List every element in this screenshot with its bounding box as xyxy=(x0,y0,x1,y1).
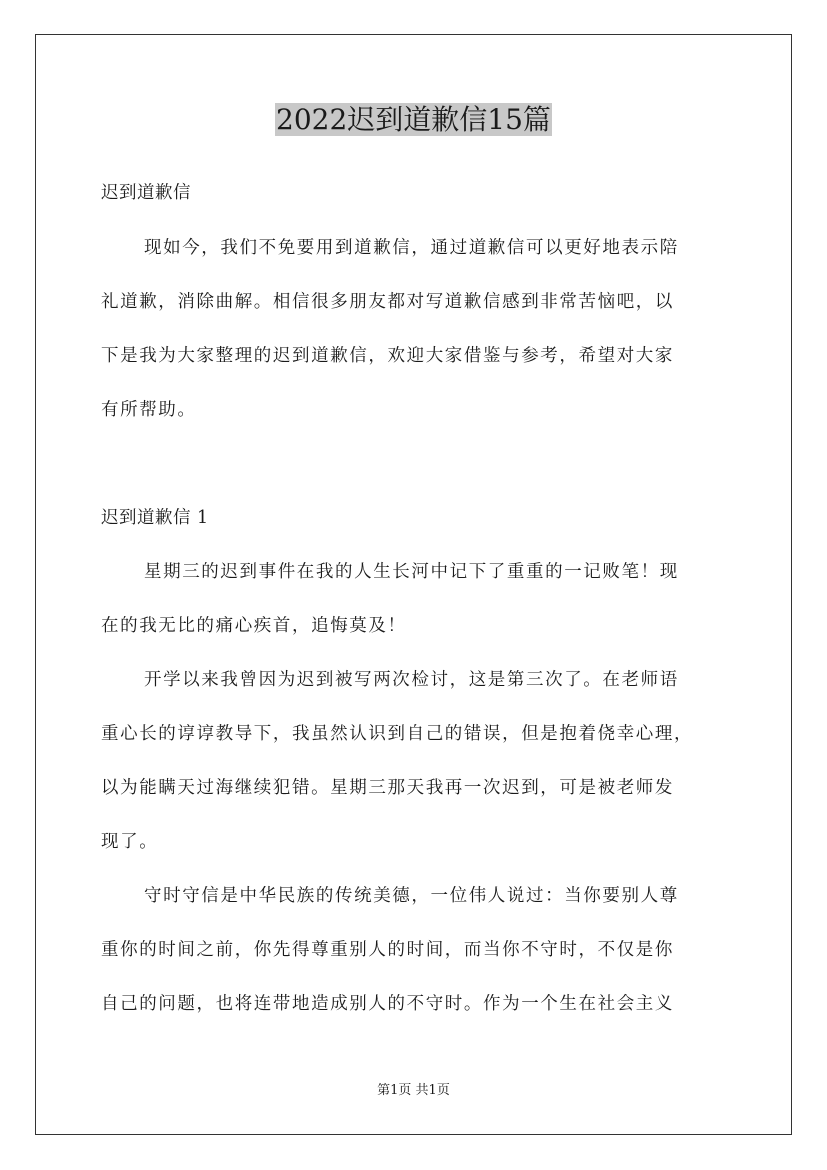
paragraph-line: 自己的问题，也将连带地造成别人的不守时。作为一个生在社会主义 xyxy=(101,994,674,1014)
paragraph-line: 开学以来我曾因为迟到被写两次检讨，这是第三次了。在老师语 xyxy=(144,670,679,690)
document-title-text: 2022迟到道歉信15篇 xyxy=(276,103,551,136)
paragraph-line: 礼道歉，消除曲解。相信很多朋友都对写道歉信感到非常苦恼吧，以 xyxy=(101,292,674,312)
paragraph-line: 下是我为大家整理的迟到道歉信，欢迎大家借鉴与参考，希望对大家 xyxy=(101,346,674,366)
paragraph-line: 现如今，我们不免要用到道歉信，通过道歉信可以更好地表示陪 xyxy=(144,238,679,258)
section-heading: 迟到道歉信 1 xyxy=(101,508,209,528)
paragraph-line: 重你的时间之前，你先得尊重别人的时间，而当你不守时，不仅是你 xyxy=(101,940,674,960)
page-number: 第1页 共1页 xyxy=(377,1083,450,1098)
paragraph-line: 在的我无比的痛心疾首，追悔莫及！ xyxy=(101,616,407,636)
paragraph-line: 星期三的迟到事件在我的人生长河中记下了重重的一记败笔！现 xyxy=(144,562,679,582)
document-title xyxy=(0,100,827,140)
paragraph-line: 重心长的谆谆教导下，我虽然认识到自己的错误，但是抱着侥幸心理， xyxy=(101,724,694,744)
paragraph-line: 有所帮助。 xyxy=(101,400,197,420)
paragraph-line: 以为能瞒天过海继续犯错。星期三那天我再一次迟到，可是被老师发 xyxy=(101,778,674,798)
paragraph-line: 现了。 xyxy=(101,832,159,852)
section-heading: 迟到道歉信 xyxy=(101,183,191,203)
paragraph-line: 守时守信是中华民族的传统美德，一位伟人说过：当你要别人尊 xyxy=(144,886,679,906)
